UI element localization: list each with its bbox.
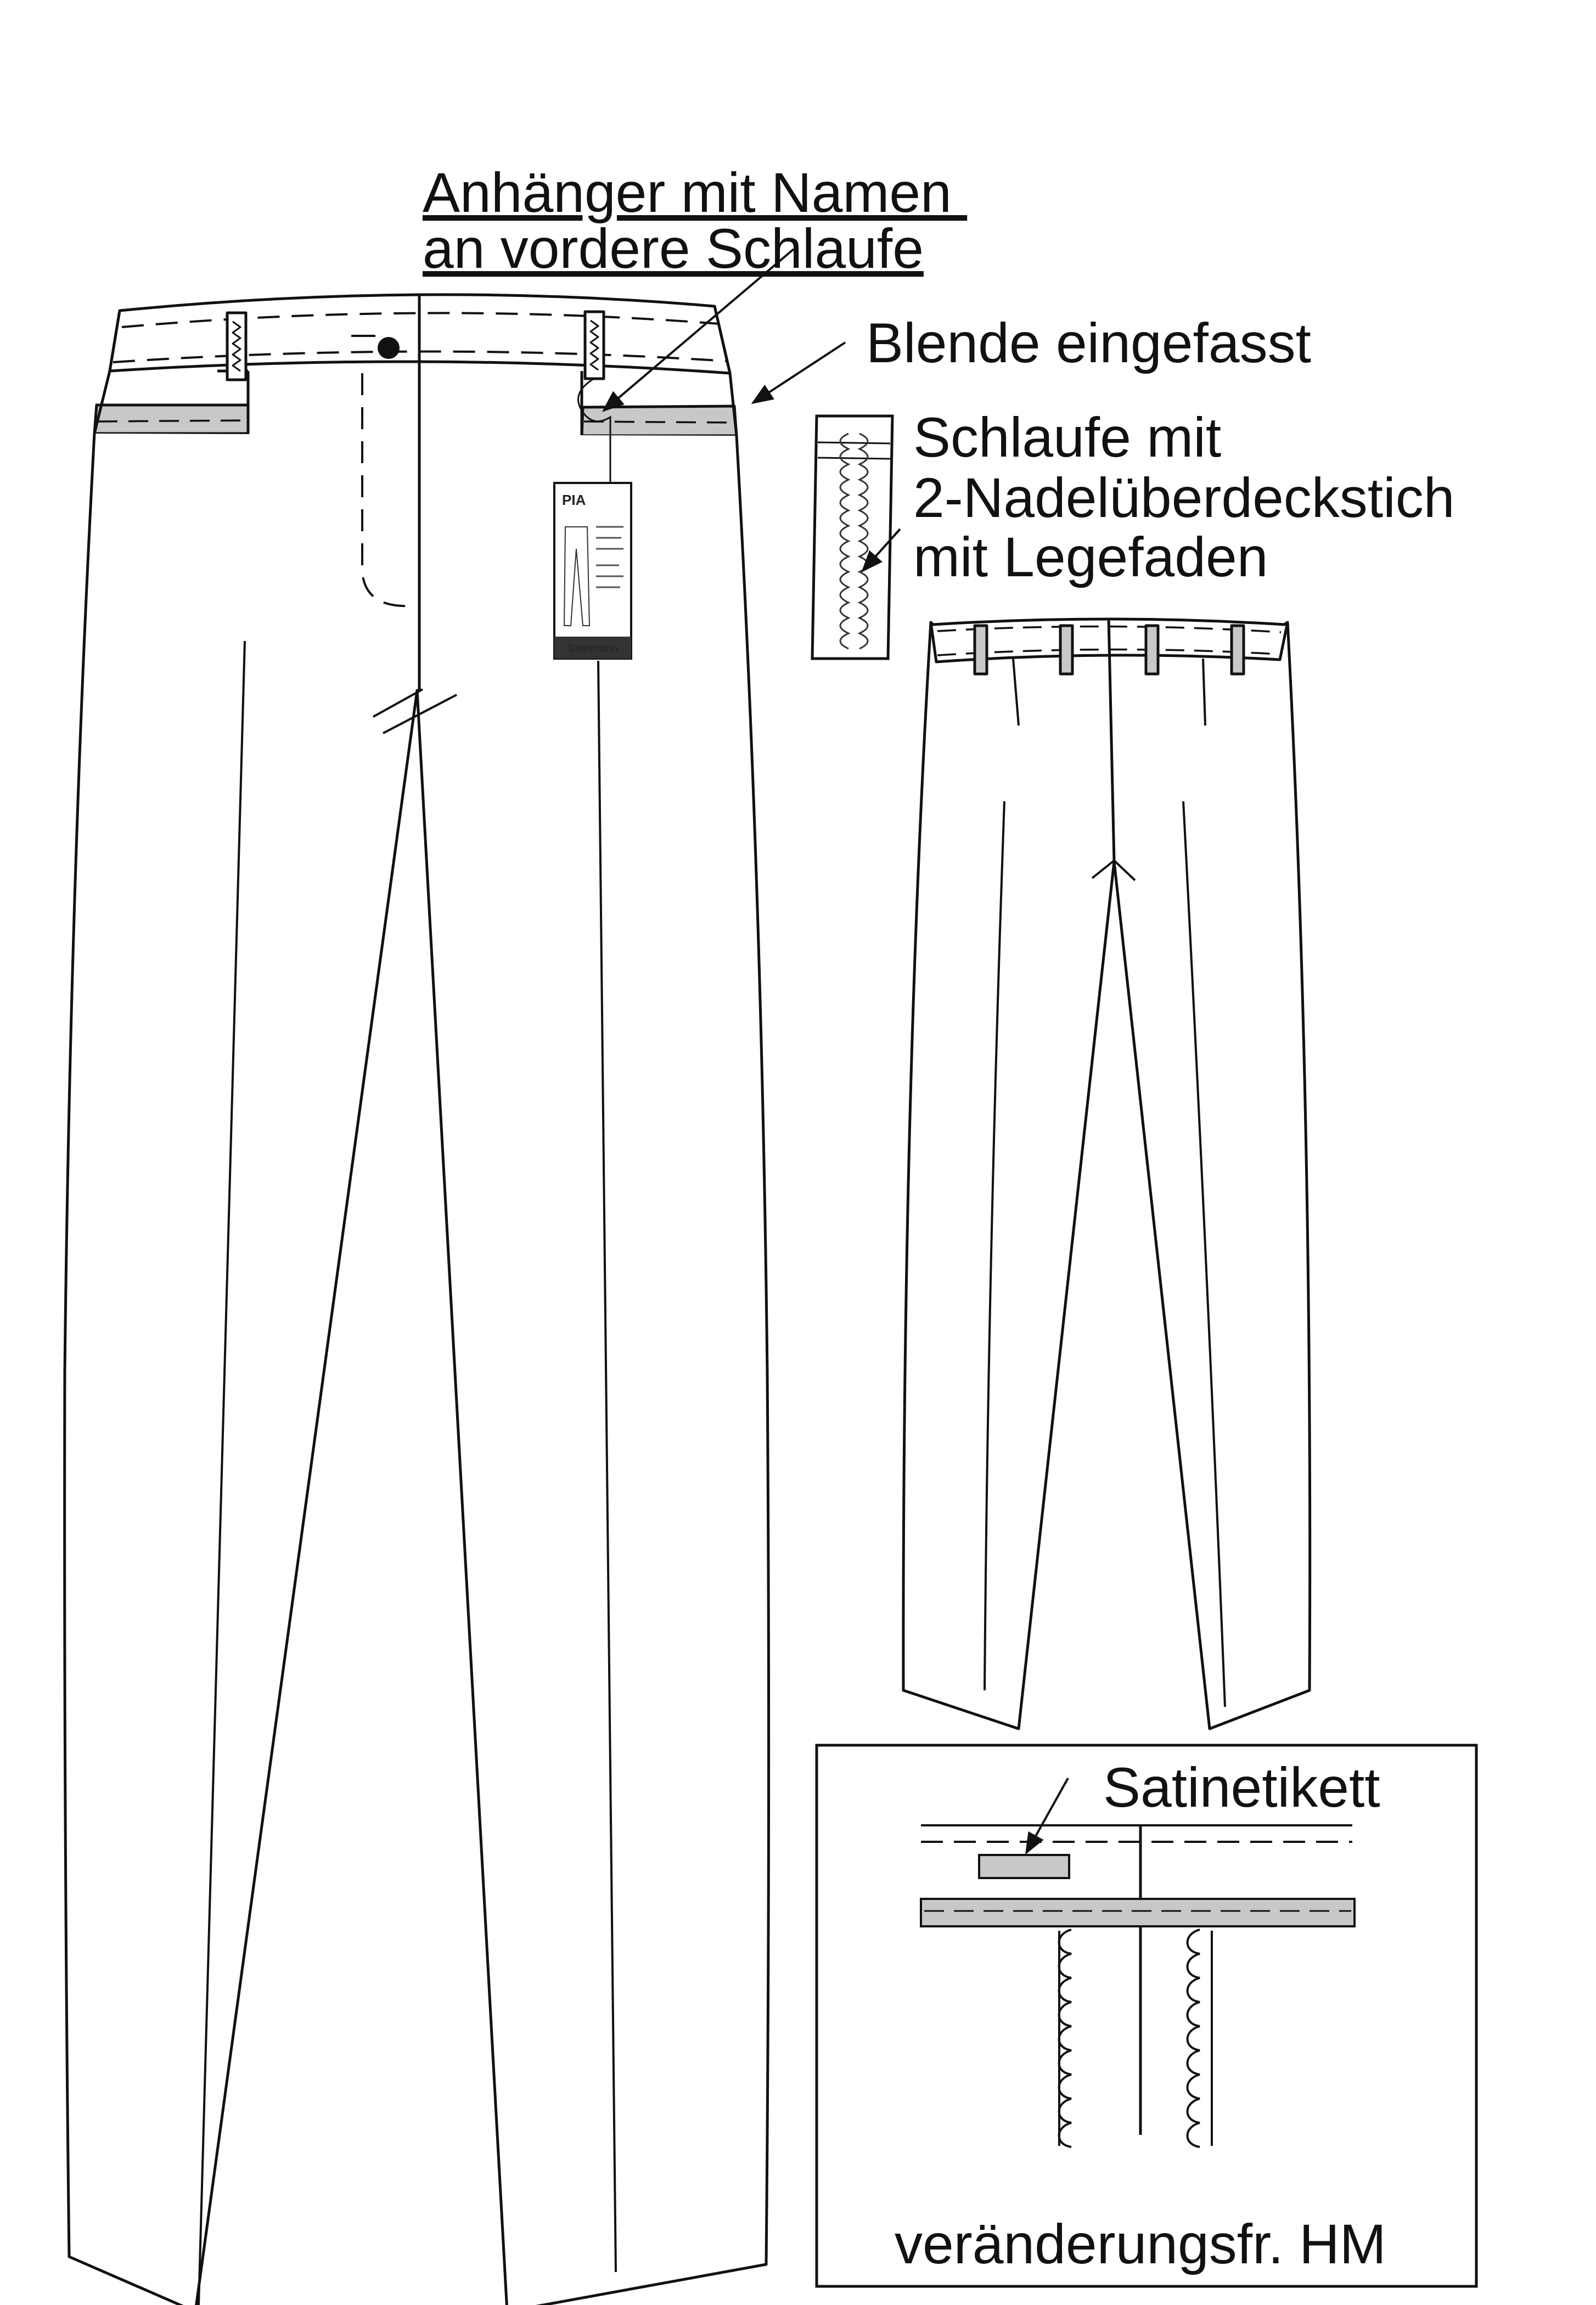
label-blende: Blende eingefasst xyxy=(866,312,1311,374)
label-loop-line2: 2-Nadelüberdeckstich xyxy=(913,466,1455,529)
hem-detail xyxy=(817,1745,1476,2286)
hem-detail-binding xyxy=(921,1899,1355,1926)
hang-tag-brand: Stehmann xyxy=(567,643,618,655)
back-loop-1 xyxy=(975,626,987,674)
hang-tag-card xyxy=(554,483,631,659)
belt-loop-detail xyxy=(812,416,892,659)
hang-tag-title: PIA xyxy=(562,492,586,508)
button-icon xyxy=(378,337,400,359)
label-loop-line3: mit Legefaden xyxy=(913,526,1268,588)
binding-left xyxy=(94,405,248,434)
label-tag-line2: an vordere Schlaufe xyxy=(423,217,924,280)
label-loop-line1: Schlaufe mit xyxy=(913,406,1222,469)
arrow-blende xyxy=(753,342,845,403)
label-satin: Satinetikett xyxy=(1103,1756,1380,1819)
satin-label-patch xyxy=(979,1855,1069,1878)
loop-detail-seam-top2 xyxy=(818,458,890,459)
label-tag-line1: Anhänger mit Namen xyxy=(423,161,968,224)
back-view-trousers xyxy=(903,618,1310,1729)
back-loop-2 xyxy=(1060,626,1072,674)
loop-detail-seam-top xyxy=(818,442,890,443)
back-loop-3 xyxy=(1146,626,1158,674)
back-outline xyxy=(903,622,1310,1729)
front-view-trousers xyxy=(65,294,769,2305)
back-loop-4 xyxy=(1232,626,1244,674)
label-hem: veränderungsfr. HM xyxy=(895,2213,1386,2275)
loop-detail-box xyxy=(812,416,892,659)
front-outline xyxy=(65,434,769,2305)
